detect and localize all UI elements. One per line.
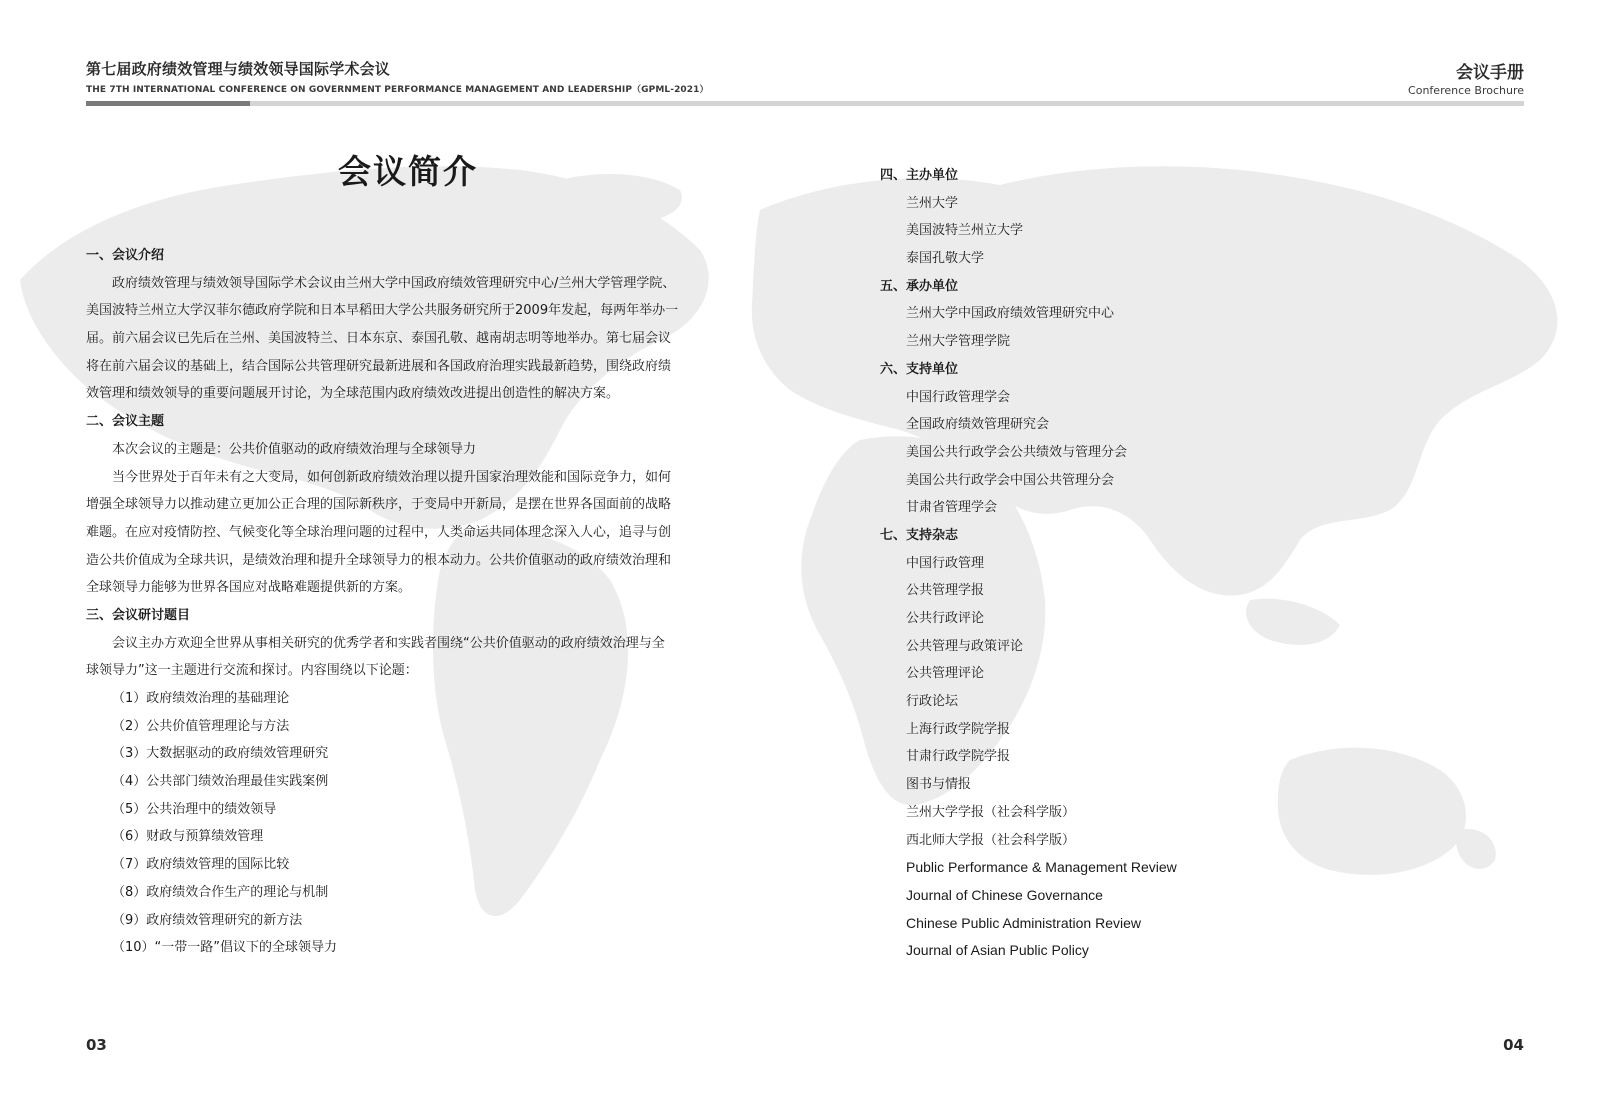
topic-item: （4）公共部门绩效治理最佳实践案例 <box>112 774 329 790</box>
conference-title-en: THE 7TH INTERNATIONAL CONFERENCE ON GOVERNMENT PERFORMANCE MANAGEMENT AND LEADERSHIP（GPML-2021） <box>86 85 709 95</box>
theme-line: 造公共价值成为全球共识，是绩效治理和提升全球领导力的根本动力。公共价值驱动的政府绩效治理和 <box>86 552 672 568</box>
section-heading-hosts: 五、承办单位 <box>880 278 959 294</box>
topics-intro-line: 球领导力”这一主题进行交流和探讨。内容围绕以下论题： <box>86 663 418 679</box>
page-number-right: 04 <box>1503 1036 1524 1054</box>
journal-item: 中国行政管理 <box>906 555 985 571</box>
journal-item-en: Chinese Public Administration Review <box>906 914 1141 931</box>
journal-item: 公共管理学报 <box>906 583 985 599</box>
journal-item: 西北师大学报（社会科学版） <box>906 832 1076 848</box>
supporter-item: 中国行政管理学会 <box>906 389 1011 405</box>
header-right <box>1408 58 1524 97</box>
supporter-item: 美国公共行政学会公共绩效与管理分会 <box>906 444 1128 460</box>
topics-intro-line: 会议主办方欢迎全世界从事相关研究的优秀学者和实践者围绕“公共价值驱动的政府绩效治理与全 <box>112 635 665 651</box>
conference-title: 第七届政府绩效管理与绩效领导国际学术会议 <box>86 60 391 78</box>
intro-line: 美国波特兰州立大学汉菲尔德政府学院和日本早稻田大学公共服务研究所于2009年发起，每两年举办一 <box>86 303 679 319</box>
section-heading-journals: 七、支持杂志 <box>880 527 959 543</box>
topic-item: （5）公共治理中的绩效领导 <box>112 801 277 817</box>
host-item: 兰州大学管理学院 <box>906 334 1011 350</box>
topic-item: （10）“一带一路”倡议下的全球领导力 <box>112 940 338 956</box>
topic-item: （8）政府绩效合作生产的理论与机制 <box>112 884 329 900</box>
organizer-item: 美国波特兰州立大学 <box>906 223 1024 239</box>
theme-line: 全球领导力能够为世界各国应对战略难题提供新的方案。 <box>86 580 412 596</box>
intro-line: 届。前六届会议已先后在兰州、美国波特兰、日本东京、泰国孔敬、越南胡志明等地举办。第七届会议 <box>86 331 672 347</box>
host-item: 兰州大学中国政府绩效管理研究中心 <box>906 306 1115 322</box>
journal-item-en: Public Performance & Management Review <box>906 859 1177 876</box>
section-heading-topics: 三、会议研讨题目 <box>86 607 191 623</box>
section-heading-supporters: 六、支持单位 <box>880 361 959 377</box>
intro-line: 将在前六届会议的基础上，结合国际公共管理研究最新进展和各国政府治理实践最新趋势，围绕政府绩 <box>86 358 672 374</box>
journal-item: 上海行政学院学报 <box>906 721 1011 737</box>
organizer-item: 泰国孔敬大学 <box>906 251 985 267</box>
brochure-subtitle: Conference Brochure <box>1408 84 1524 97</box>
journal-item-en: Journal of Asian Public Policy <box>906 942 1089 959</box>
section-heading-intro: 一、会议介绍 <box>86 248 165 263</box>
brochure-title: 会议手册 <box>1456 63 1524 83</box>
page-number-left: 03 <box>86 1036 107 1054</box>
topic-item: （9）政府绩效管理研究的新方法 <box>112 912 303 928</box>
intro-line: 效管理和绩效领导的重要问题展开讨论，为全球范围内政府绩效改进提出创造性的解决方案。 <box>86 386 620 402</box>
topic-item: （6）财政与预算绩效管理 <box>112 829 264 845</box>
left-column <box>86 242 732 962</box>
journal-item: 行政论坛 <box>906 694 959 710</box>
right-column <box>880 162 1310 965</box>
section-heading-organizers: 四、主办单位 <box>880 168 959 183</box>
theme-line: 增强全球领导力以推动建立更加公正合理的国际新秩序，于变局中开新局，是摆在世界各国面前的战略 <box>86 497 672 513</box>
topic-item: （3）大数据驱动的政府绩效管理研究 <box>112 746 329 762</box>
topic-item: （1）政府绩效治理的基础理论 <box>112 691 290 706</box>
theme-statement: 本次会议的主题是：公共价值驱动的政府绩效治理与全球领导力 <box>112 441 477 457</box>
journal-item: 公共管理与政策评论 <box>906 638 1024 654</box>
topic-item: （2）公共价值管理理论与方法 <box>112 718 290 734</box>
journal-item: 兰州大学学报（社会科学版） <box>906 804 1076 820</box>
journal-item-en: Journal of Chinese Governance <box>906 886 1103 903</box>
organizer-item: 兰州大学 <box>906 195 959 211</box>
topic-item: （7）政府绩效管理的国际比较 <box>112 857 290 873</box>
journal-item: 公共行政评论 <box>906 611 985 626</box>
intro-line: 政府绩效管理与绩效领导国际学术会议由兰州大学中国政府绩效管理研究中心/兰州大学管理学院、 <box>112 275 676 291</box>
supporter-item: 全国政府绩效管理研究会 <box>906 417 1050 433</box>
header-left <box>86 58 709 95</box>
supporter-item: 美国公共行政学会中国公共管理分会 <box>906 472 1115 488</box>
supporter-item: 甘肃省管理学会 <box>906 500 998 516</box>
header-rule <box>86 101 1524 106</box>
journal-item: 甘肃行政学院学报 <box>906 749 1011 765</box>
page-title: 会议简介 <box>338 152 478 191</box>
header-rule-accent <box>86 101 250 106</box>
section-heading-theme: 二、会议主题 <box>86 414 165 430</box>
journal-item: 公共管理评论 <box>906 666 985 682</box>
journal-item: 图书与情报 <box>906 777 972 793</box>
theme-line: 难题。在应对疫情防控、气候变化等全球治理问题的过程中，人类命运共同体理念深入人心，追寻与创 <box>86 524 672 540</box>
theme-line: 当今世界处于百年未有之大变局，如何创新政府绩效治理以提升国家治理效能和国际竞争力，如何 <box>112 469 672 485</box>
